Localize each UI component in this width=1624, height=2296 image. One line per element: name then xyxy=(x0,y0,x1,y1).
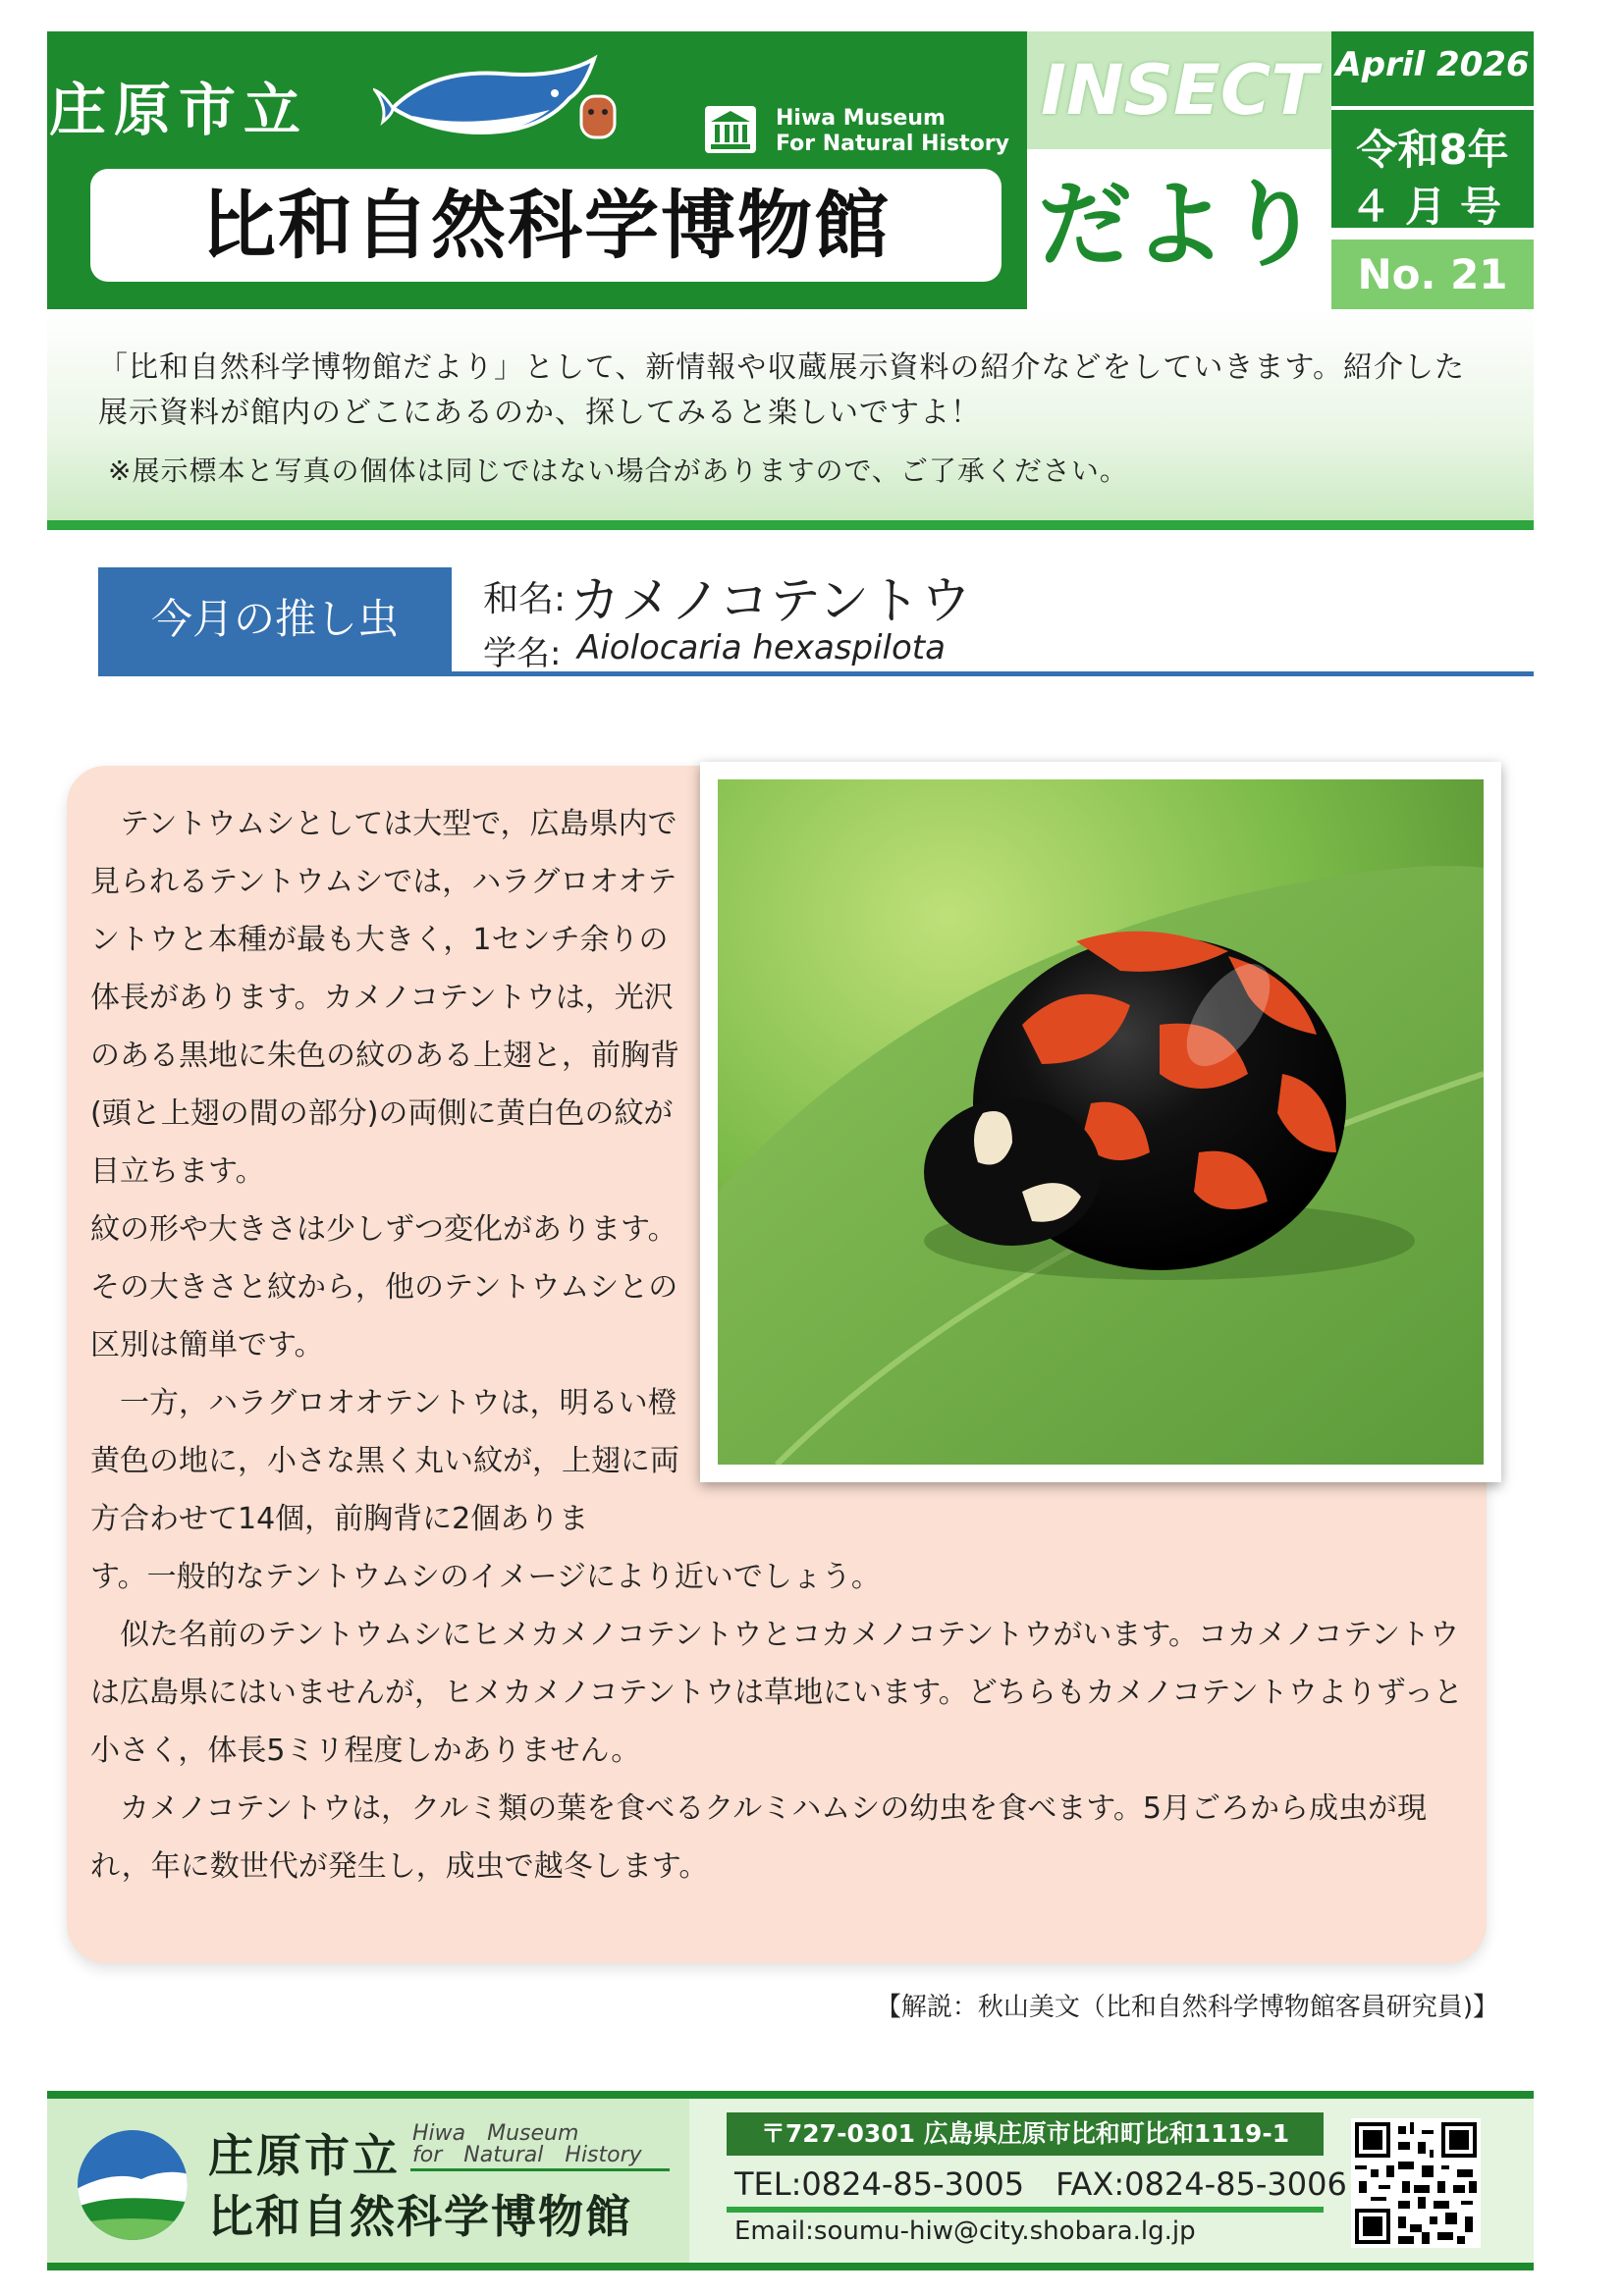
commentary-credit: 【解説：秋山美文（比和自然科学博物館客員研究員)】 xyxy=(875,1993,1498,2022)
intro-divider xyxy=(47,520,1534,530)
footer-email[interactable]: Email:soumu-hiw@city.shobara.lg.jp xyxy=(734,2216,1196,2246)
jp-name-label: 和名: xyxy=(483,579,567,619)
header-city-label: 庄原市立 xyxy=(49,77,309,143)
article-paragraph-5: カメノコテントウは，クルミ類の葉を食べるクルミハムシの幼虫を食べます。5月ごろから成虫が現れ，年に数世代が発生し，成虫で越冬します。 xyxy=(90,1791,1427,1884)
issue-date-divider xyxy=(1331,106,1534,110)
issue-month-en: April 2026 xyxy=(1335,45,1530,84)
whale-logo-icon xyxy=(373,39,628,157)
footer-contact-divider xyxy=(727,2207,1324,2213)
footer-museum-en-line2: for Natural History xyxy=(412,2143,642,2167)
article-paragraph-1: テントウムシとしては大型で，広島県内で見られるテントウムシでは，ハラグロオオテントウと本種が最も大きく，1センチ余りの体長があります。カメノコテントウは，光沢のある黒地に朱色の紋のある上翅と，前胸背(頭と上翅の間の部分)の両側に黄白色の紋が目立ちます。 xyxy=(90,807,679,1189)
sci-name: Aiolocaria hexaspilota xyxy=(577,628,946,667)
footer-museum-en-line1: Hiwa Museum xyxy=(412,2121,579,2146)
footer-museum-name: 比和自然科学博物館 xyxy=(208,2190,632,2243)
issue-reiwa-year: 令和8年 xyxy=(1356,126,1509,174)
footer-address: 〒727-0301 広島県庄原市比和町比和1119-1 xyxy=(760,2119,1290,2148)
footer-tel-fax: TEL:0824-85-3005 FAX:0824-85-3006 xyxy=(734,2165,1347,2203)
footer-city: 庄原市立 xyxy=(208,2129,401,2182)
intro-text: 「比和自然科学博物館だより」として、新情報や収蔵展示資料の紹介などをしていきます。紹介した展示資料が館内のどこにあるのか、探してみると楽しいですよ！ xyxy=(98,350,1465,430)
issue-number: No. 21 xyxy=(1357,250,1508,298)
dayori-label: だより xyxy=(1038,170,1321,280)
article-paragraph-3a: 一方，ハラグロオオテントウは，明るい橙黄色の地に，小さな黒く丸い紋が，上翅に両方合わせて14個，前胸背に2個ありま xyxy=(90,1386,679,1536)
museum-building-icon xyxy=(705,106,756,153)
footer-top-line xyxy=(47,2091,1534,2099)
article-paragraph-4: 似た名前のテントウムシにヒメカメノコテントウとコカメノコテントウがいます。コカメノコテントウは広島県にはいませんが，ヒメカメノコテントウは草地にいます。どちらもカメノコテントウよりずっと小さく，体長5ミリ程度しかありません。 xyxy=(90,1618,1463,1768)
museum-mountain-logo-icon xyxy=(73,2130,192,2240)
article-paragraph-3b: す。一般的なテントウムシのイメージにより近いでしょう。 xyxy=(90,1560,881,1594)
section-label: 今月の推し虫 xyxy=(150,595,399,643)
footer-museum-en xyxy=(412,2123,642,2166)
footer-en-underline xyxy=(410,2168,670,2171)
article-paragraph-2: 紋の形や大きさは少しずつ変化があります。その大きさと紋から，他のテントウムシとの区別は簡単です。 xyxy=(90,1212,678,1362)
ladybug-photo xyxy=(718,779,1484,1465)
jp-name: カメノコテントウ xyxy=(569,572,972,631)
header-museum-name: 比和自然科学博物館 xyxy=(201,182,891,269)
issue-reiwa-month: ４月号 xyxy=(1349,183,1515,231)
header-museum-en-line1: Hiwa Museum xyxy=(776,106,946,131)
section-underline xyxy=(98,671,1534,676)
header-museum-en-line2: For Natural History xyxy=(776,132,1009,156)
footer-bottom-line xyxy=(47,2263,1534,2270)
intro-note: ※展示標本と写真の個体は同じではない場合がありますので、ご了承ください。 xyxy=(108,454,1128,487)
sci-name-label: 学名: xyxy=(483,634,562,673)
insect-label: INSECT xyxy=(1041,50,1318,131)
header-museum-en xyxy=(776,106,1009,157)
qr-code-icon[interactable] xyxy=(1351,2118,1481,2248)
